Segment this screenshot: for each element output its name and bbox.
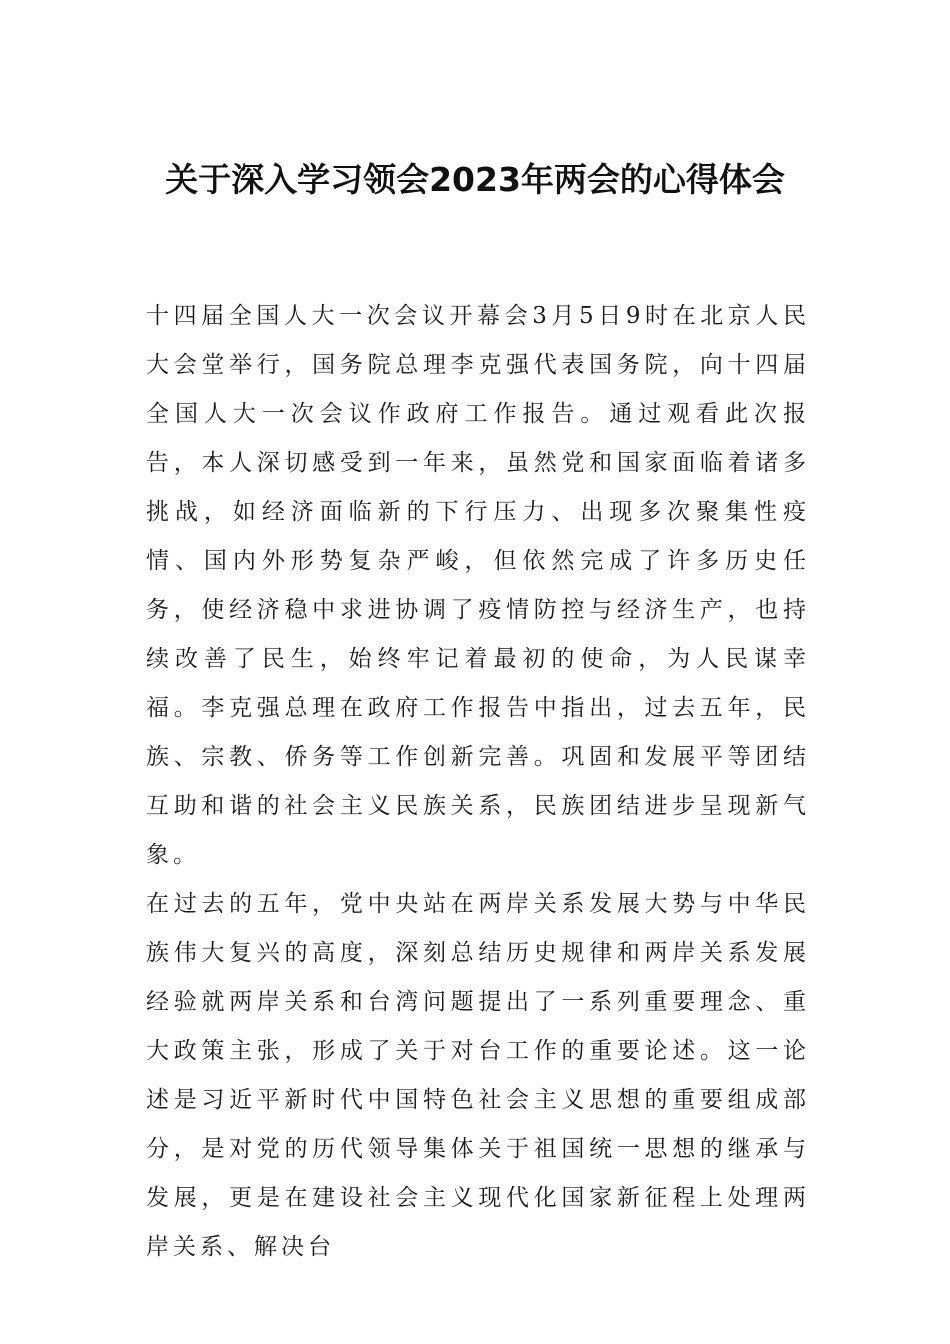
paragraph-1: 十四届全国人大一次会议开幕会3月5日9时在北京人民大会堂举行，国务院总理李克强代表国务院，向十四届全国人大一次会议作政府工作报告。通过观看此次报告，本人深切感受到一年来，虽然党和国家面临着诸多挑战，如经济面临新的下行压力、出现多次聚集性疫情、国内外形势复杂严峻，但依然完成了许多历史任务，使经济稳中求进协调了疫情防控与经济生产，也持续改善了民生，始终牢记着最初的使命，为人民谋幸福。李克强总理在政府工作报告中指出，过去五年，民族、宗教、侨务等工作创新完善。巩固和发展平等团结互助和谐的社会主义民族关系，民族团结进步呈现新气象。 [146,303,810,868]
document-title: 关于深入学习领会2023年两会的心得体会 [165,160,785,199]
document-body [146,292,810,1272]
paragraph-2: 在过去的五年，党中央站在两岸关系发展大势与中华民族伟大复兴的高度，深刻总结历史规律和两岸关系发展经验就两岸关系和台湾问题提出了一系列重要理念、重大政策主张，形成了关于对台工作的重要论述。这一论述是习近平新时代中国特色社会主义思想的重要组成部分，是对党的历代领导集体关于祖国统一思想的继承与发展，更是在建设社会主义现代化国家新征程上处理两岸关系、解决台 [146,891,810,1260]
